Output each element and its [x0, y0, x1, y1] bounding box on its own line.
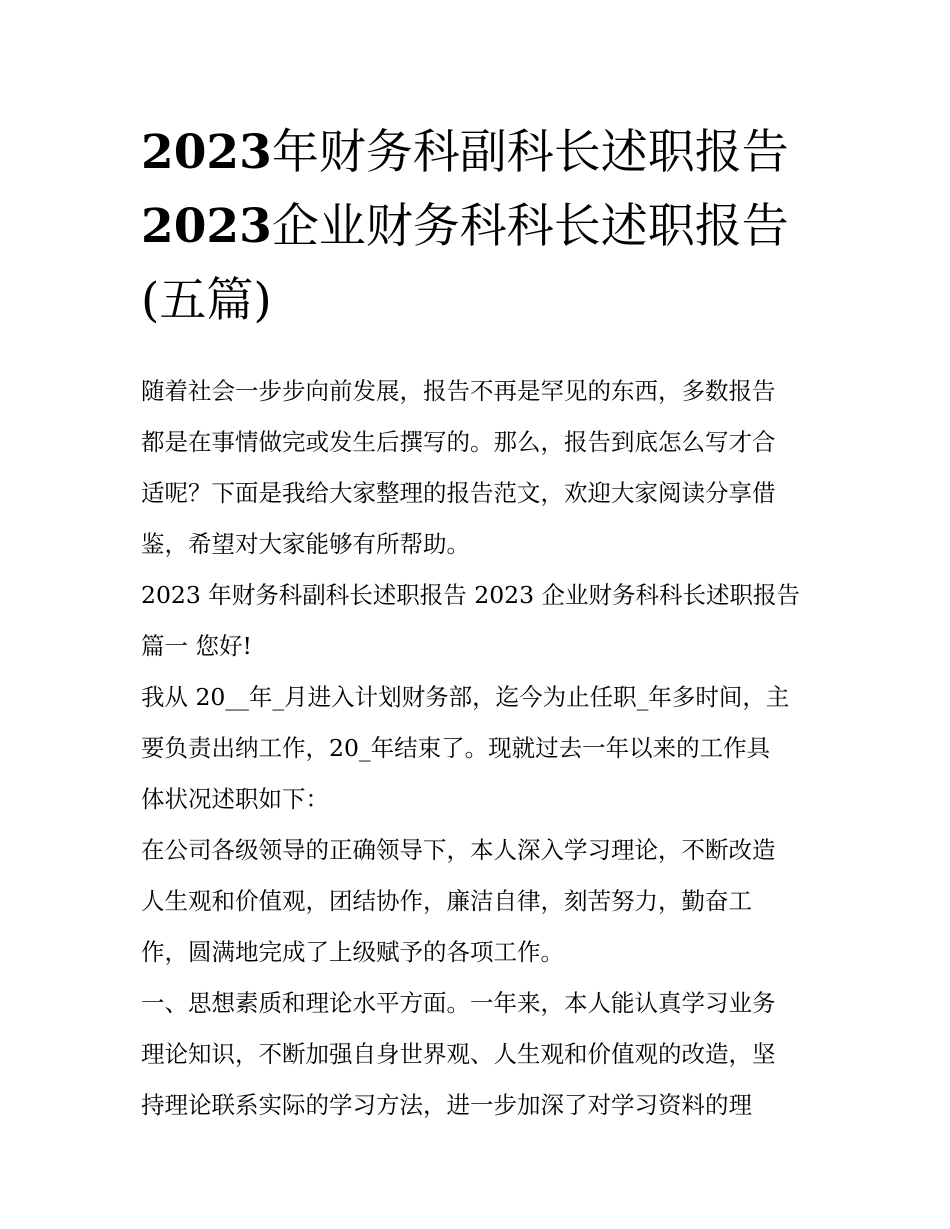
- body-line: 持理论联系实际的学习方法，进一步加深了对学习资料的理: [141, 1091, 752, 1119]
- body-line: 一、思想素质和理论水平方面。一年来，本人能认真学习业务: [141, 989, 776, 1017]
- title-year: 2023: [141, 199, 272, 254]
- document-title: [141, 116, 813, 338]
- title-line-1: [141, 116, 813, 190]
- document-content: [141, 116, 813, 1131]
- title-line-3: [141, 264, 813, 338]
- title-text: 年财务科副科长述职报告: [271, 125, 789, 180]
- body-line: 都是在事情做完或发生后撰写的。那么，报告到底怎么写才合: [141, 428, 776, 456]
- title-line-2: [141, 190, 813, 264]
- title-text: 企业财务科科长述职报告: [271, 199, 789, 254]
- title-year: 2023: [141, 125, 272, 180]
- body-line: 鉴，希望对大家能够有所帮助。: [141, 530, 470, 558]
- document-body: [141, 366, 813, 1131]
- body-line: 在公司各级领导的正确领导下，本人深入学习理论，不断改造: [141, 836, 776, 864]
- body-line: 作，圆满地完成了上级赋予的各项工作。: [141, 938, 564, 966]
- body-line: 篇一 您好!: [141, 632, 252, 660]
- body-line: 要负责出纳工作，20_年结束了。现就过去一年以来的工作具: [141, 734, 771, 762]
- title-text: (五篇): [141, 273, 272, 328]
- body-line: 随着社会一步步向前发展，报告不再是罕见的东西，多数报告: [141, 377, 776, 405]
- body-line: 体状况述职如下：: [141, 785, 329, 813]
- body-line: 理论知识，不断加强自身世界观、人生观和价值观的改造，坚: [141, 1040, 776, 1068]
- body-line: 2023 年财务科副科长述职报告 2023 企业财务科科长述职报告: [141, 581, 801, 609]
- body-line: 我从 20__年_月进入计划财务部，迄今为止任职_年多时间，主: [141, 683, 790, 711]
- body-line: 适呢？下面是我给大家整理的报告范文，欢迎大家阅读分享借: [141, 479, 776, 507]
- body-line: 人生观和价值观，团结协作，廉洁自律，刻苦努力，勤奋工: [141, 887, 752, 915]
